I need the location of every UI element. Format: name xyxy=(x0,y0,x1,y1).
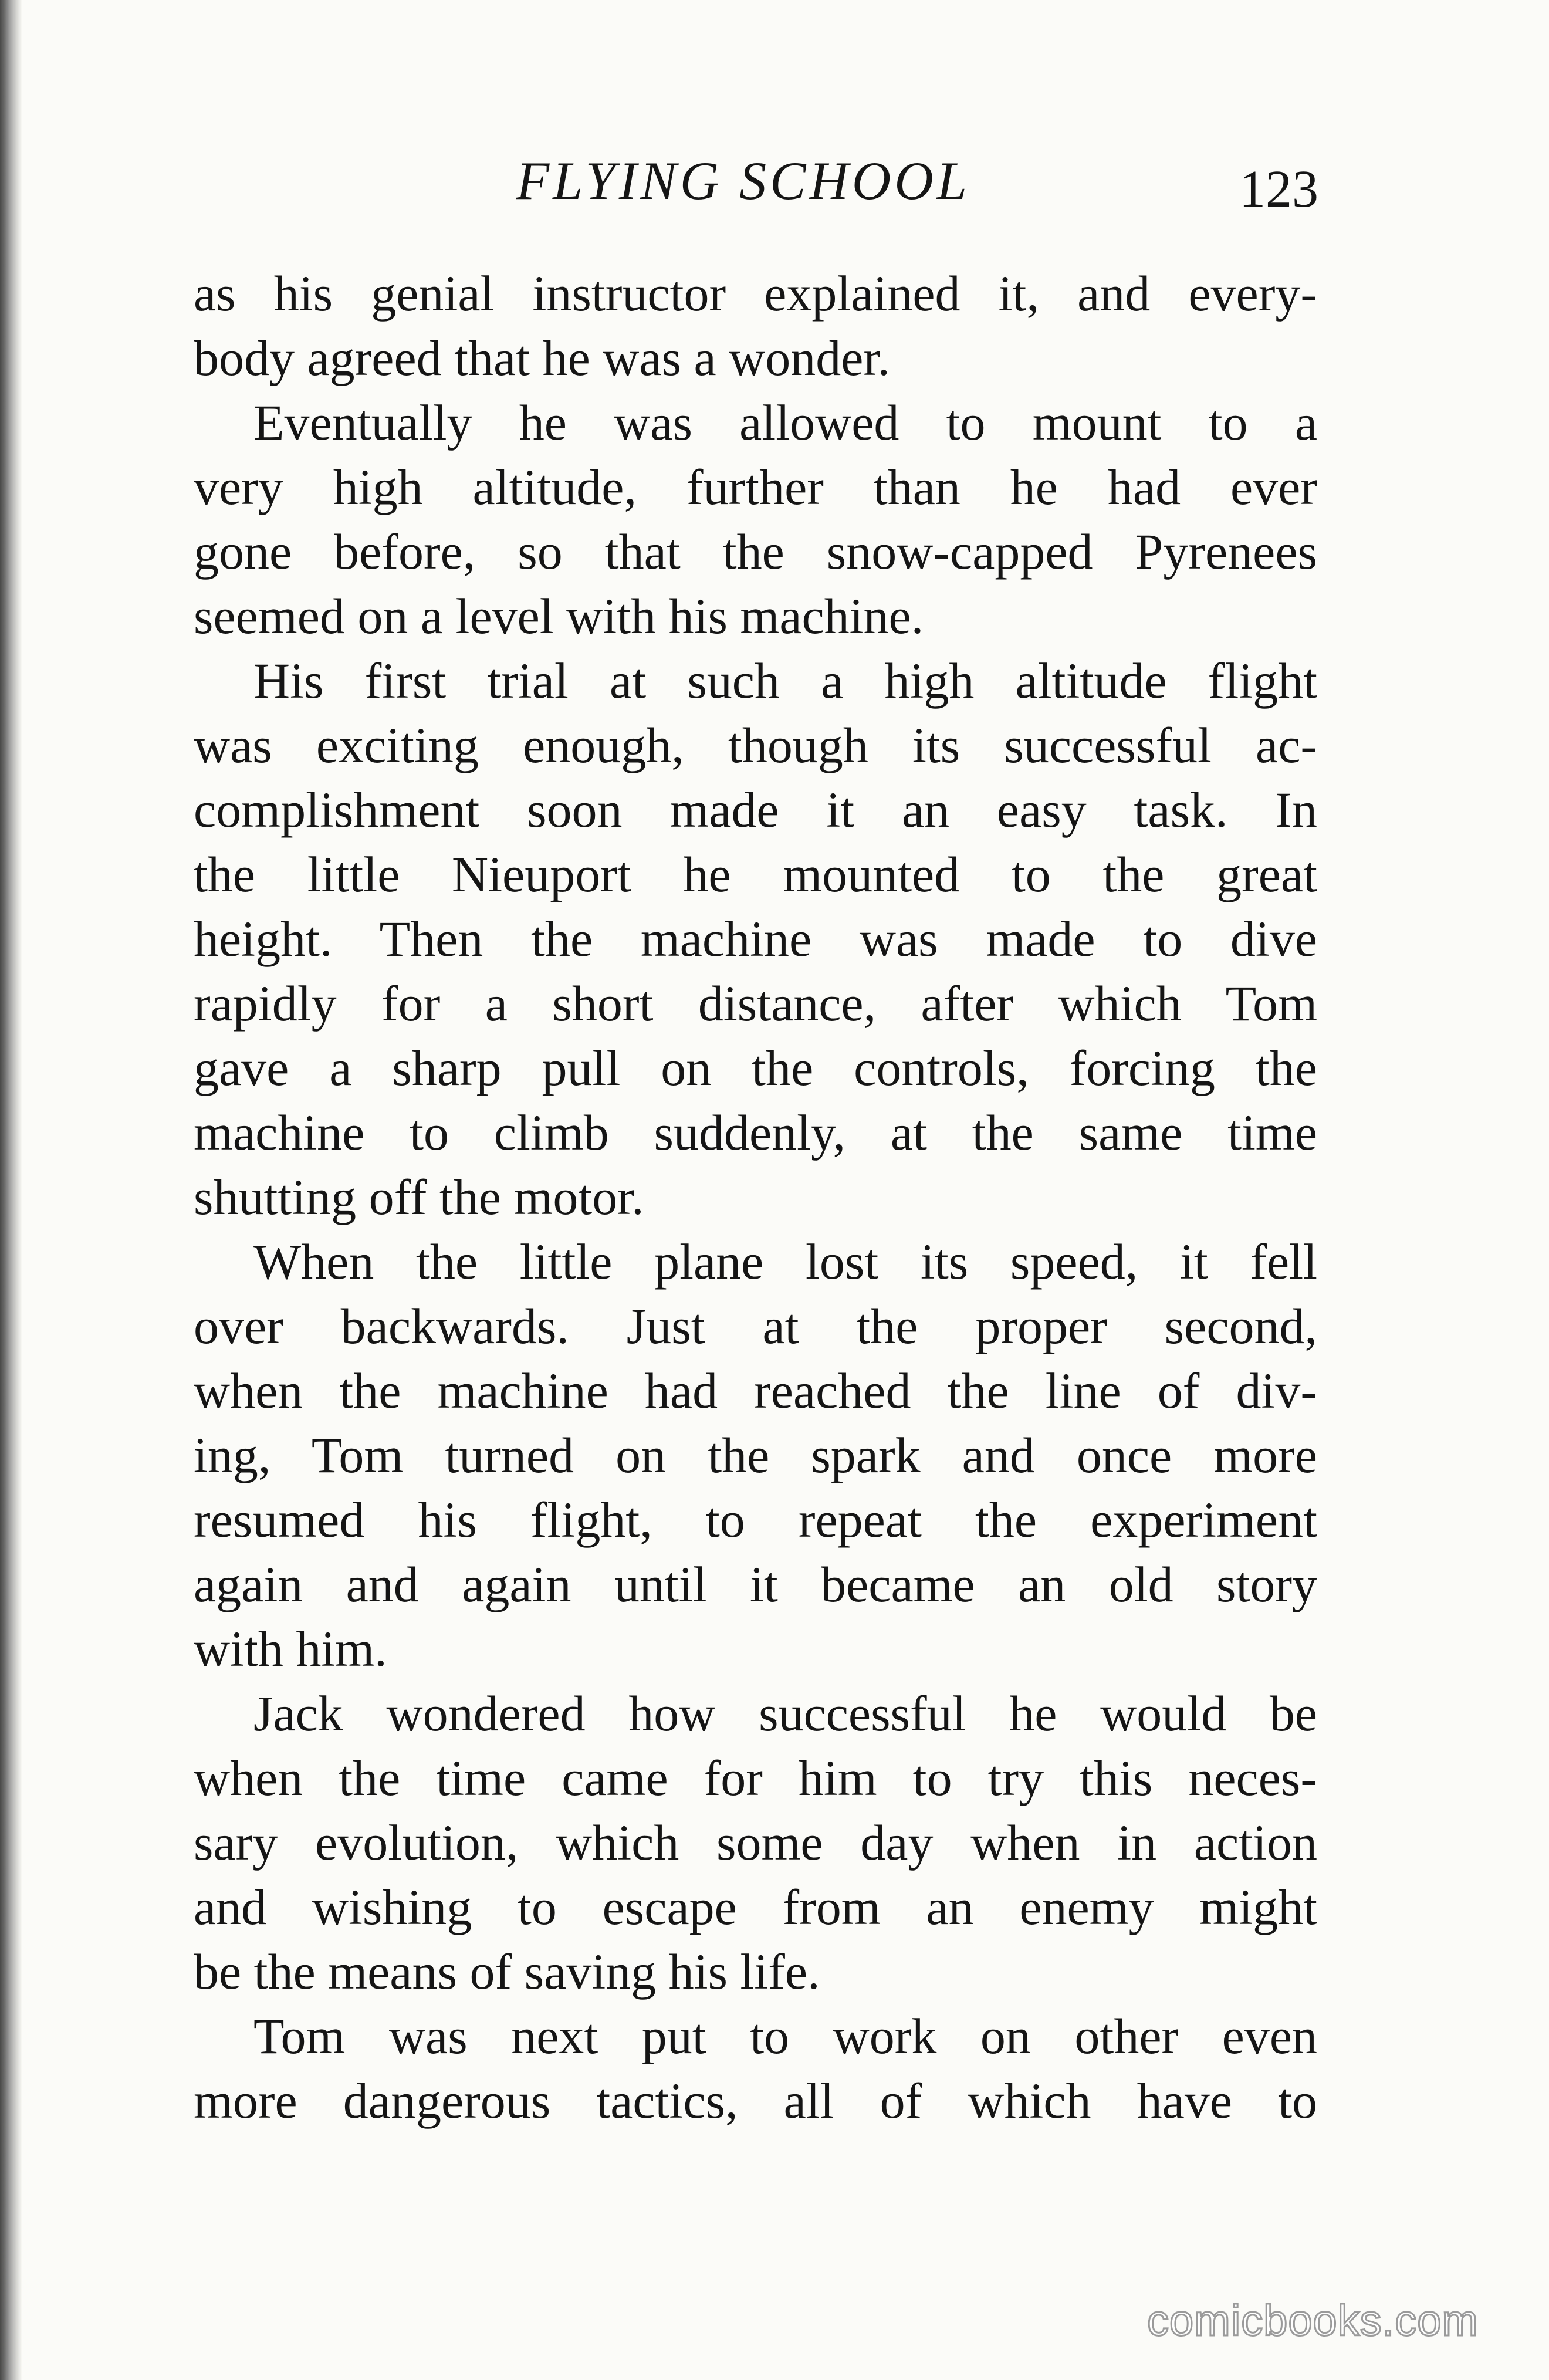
paragraph-first-line: Jack wondered how successful he would be xyxy=(253,1685,1317,1742)
text-line: very high altitude, further than he had ever xyxy=(194,459,1317,515)
body-text xyxy=(194,261,1317,2133)
page-number: 123 xyxy=(1239,160,1318,218)
paragraph-first-line: His first trial at such a high altitude flight xyxy=(253,653,1317,709)
text-line: and wishing to escape from an enemy might xyxy=(194,1879,1317,1935)
text-line: resumed his flight, to repeat the experiment xyxy=(194,1492,1317,1548)
text-line: more dangerous tactics, all of which have to xyxy=(194,2073,1317,2129)
text-line: height. Then the machine was made to dive xyxy=(194,911,1317,967)
text-line: when the time came for him to try this neces- xyxy=(194,1750,1317,1806)
text-line: complishment soon made it an easy task. In xyxy=(194,782,1317,838)
text-line: machine to climb suddenly, at the same time xyxy=(194,1104,1317,1161)
text-line: ing, Tom turned on the spark and once more xyxy=(194,1427,1317,1483)
page-binding-edge xyxy=(0,0,22,2380)
site-watermark: comicbooks.com xyxy=(1147,2296,1479,2345)
text-line: rapidly for a short distance, after which Tom xyxy=(194,975,1317,1032)
text-line: body agreed that he was a wonder. xyxy=(194,330,890,386)
text-line: seemed on a level with his machine. xyxy=(194,588,924,644)
text-line: shutting off the motor. xyxy=(194,1169,644,1225)
text-line: gave a sharp pull on the controls, forcing the xyxy=(194,1040,1317,1096)
text-line: was exciting enough, though its successful ac- xyxy=(194,717,1317,773)
text-line: again and again until it became an old story xyxy=(194,1556,1317,1612)
text-line: sary evolution, which some day when in action xyxy=(194,1814,1317,1871)
text-line: with him. xyxy=(194,1621,387,1677)
text-line: gone before, so that the snow-capped Pyrenees xyxy=(194,523,1317,580)
text-line: over backwards. Just at the proper second, xyxy=(194,1298,1317,1354)
text-line: be the means of saving his life. xyxy=(194,1943,820,2000)
paragraph-first-line: Eventually he was allowed to mount to a xyxy=(253,394,1317,451)
paragraph-first-line: Tom was next put to work on other even xyxy=(253,2008,1317,2064)
text-line: as his genial instructor explained it, and every- xyxy=(194,265,1317,322)
paragraph-first-line: When the little plane lost its speed, it fell xyxy=(253,1233,1317,1290)
text-line: when the machine had reached the line of div- xyxy=(194,1363,1317,1419)
running-title: FLYING SCHOOL xyxy=(516,151,970,211)
text-line: the little Nieuport he mounted to the great xyxy=(194,846,1317,902)
